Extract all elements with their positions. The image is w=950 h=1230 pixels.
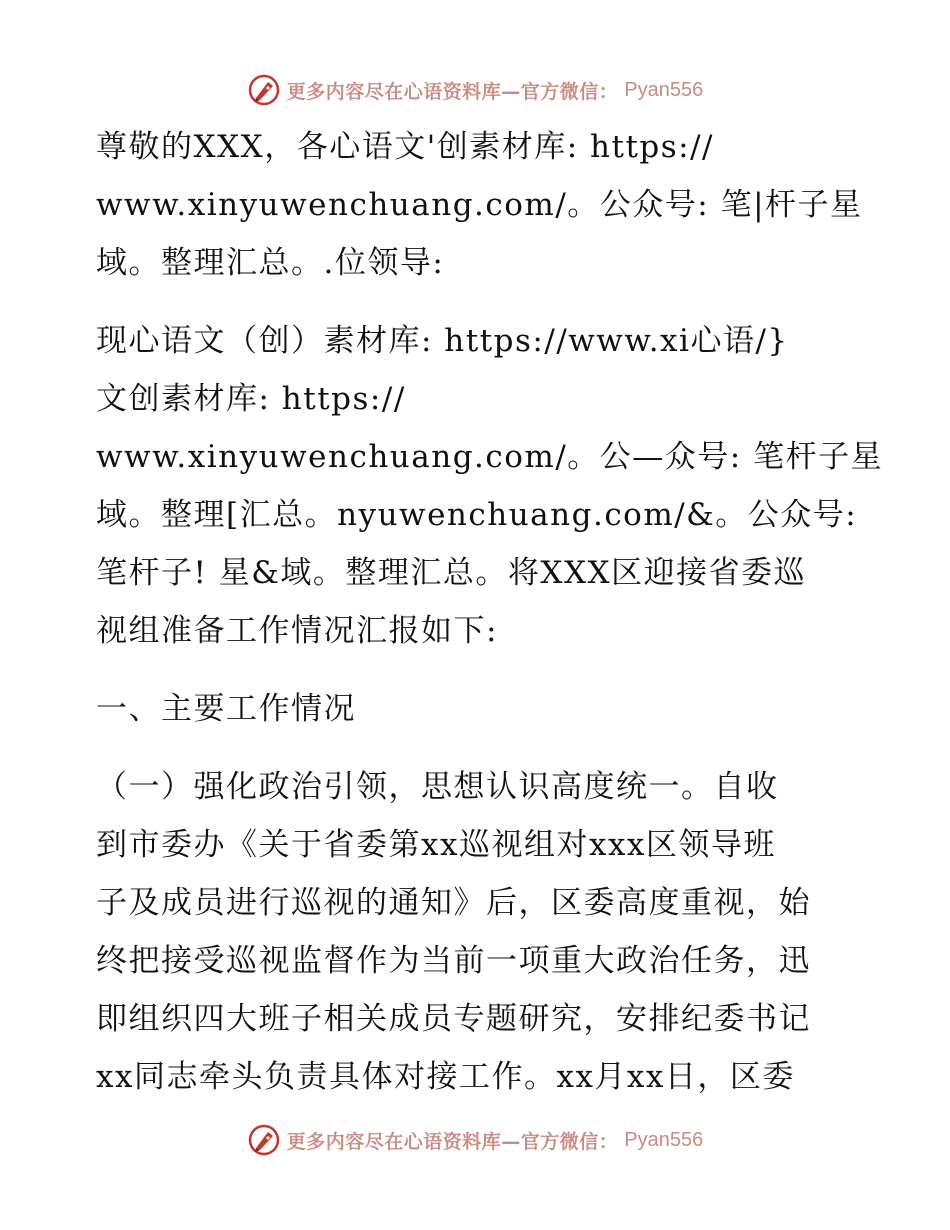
text-line: （一）强化政治引领，思想认识高度统一。自收 [96,769,779,805]
pen-logo-icon [247,73,281,107]
text-line: xx同志牵头负责具体对接工作。xx月xx日，区委 [96,1059,795,1095]
text-line: 子及成员进行巡视的通知》后，区委高度重视，始 [96,885,811,921]
header-promo-banner [0,70,950,110]
pen-logo-icon [247,1123,281,1157]
header-promo-text: 更多内容尽在心语资料库—官方微信： [286,80,619,103]
text-line: 域。整理汇总。.位领导: [96,245,445,281]
text-line: 域。整理[汇总。nyuwenchuang.com/&。公众号: [96,497,858,533]
paragraph-salutation [96,118,863,292]
text-line: 终把接受巡视监督作为当前一项重大政治任务，迅 [96,943,811,979]
document-body [96,118,884,1126]
text-line: 笔杆子! 星&域。整理汇总。将XXX区迎接省委巡 [96,555,807,591]
heading-line: 一、主要工作情况 [96,691,356,727]
paragraph-intro [96,312,884,660]
header-promo-id: Pyan556 [624,78,704,101]
section-heading [96,680,856,738]
text-line: www.xinyuwenchuang.com/。公—众号: 笔杆子星 [96,439,884,475]
footer-promo-text: 更多内容尽在心语资料库—官方微信： [286,1130,619,1153]
text-line: 到市委办《关于省委第xx巡视组对xxx区领导班 [96,827,776,863]
text-line: 现心语文（创）素材库: https://www.xi心语/} [96,323,789,359]
footer-promo-banner [0,1120,950,1160]
footer-promo-id: Pyan556 [624,1128,704,1151]
text-line: 视组准备工作情况汇报如下: [96,613,498,649]
text-line: www.xinyuwenchuang.com/。公众号: 笔|杆子星 [96,187,863,223]
paragraph-work-section-1 [96,758,856,1106]
text-line: 即组织四大班子相关成员专题研究，安排纪委书记 [96,1001,811,1037]
text-line: 尊敬的XXX，各心语文'创素材库: https:// [96,129,714,165]
text-line: 文创素材库: https:// [96,381,406,417]
